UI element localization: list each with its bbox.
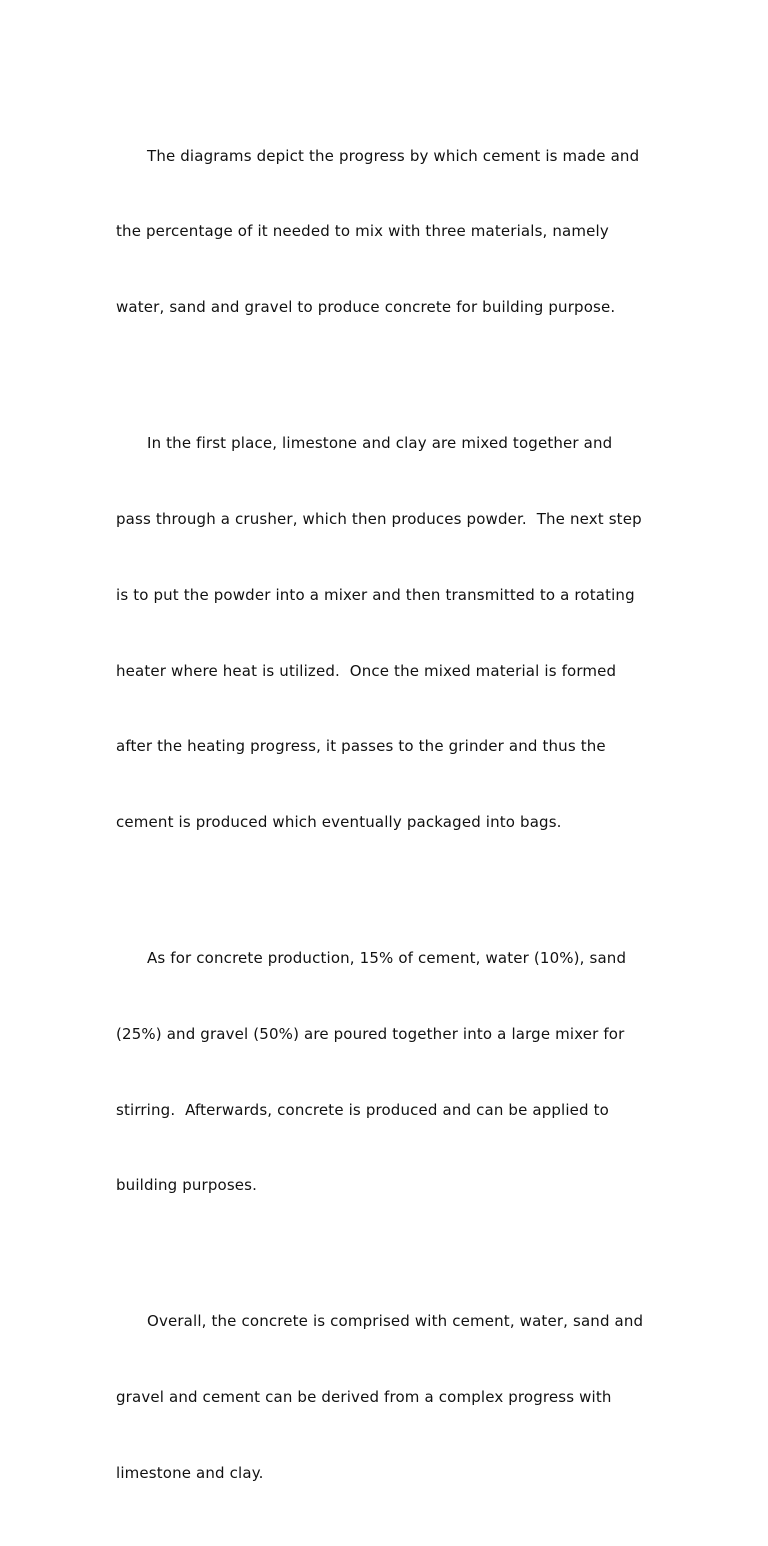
paragraph-line: water, sand and gravel to produce concrete for building purpose. <box>116 298 616 317</box>
paragraph-line: Overall, the concrete is comprised with cement, water, sand and <box>147 1311 644 1330</box>
paragraph-line: gravel and cement can be derived from a complex progress with <box>116 1387 612 1406</box>
paragraph-line: heater where heat is utilized. Once the mixed material is formed <box>116 661 617 680</box>
paragraph-line: is to put the powder into a mixer and then transmitted to a rotating <box>116 585 635 604</box>
paragraph-4 <box>116 1258 656 1536</box>
paragraph-3 <box>116 895 656 1249</box>
paragraph-1 <box>116 93 656 371</box>
paragraph-line: The diagrams depict the progress by which cement is made and <box>147 146 640 165</box>
paragraph-line: (25%) and gravel (50%) are poured together into a large mixer for <box>116 1024 625 1043</box>
paragraph-line: pass through a crusher, which then produces powder. The next step <box>116 509 642 528</box>
document-body <box>116 93 656 1546</box>
paragraph-line: limestone and clay. <box>116 1463 264 1482</box>
paragraph-2 <box>116 380 656 886</box>
paragraph-line: stirring. Afterwards, concrete is produced and can be applied to <box>116 1100 610 1119</box>
paragraph-line: building purposes. <box>116 1176 258 1195</box>
paragraph-line: In the first place, limestone and clay are mixed together and <box>147 433 613 452</box>
paragraph-line: the percentage of it needed to mix with three materials, namely <box>116 222 609 241</box>
paragraph-line: cement is produced which eventually packaged into bags. <box>116 813 562 832</box>
paragraph-line: after the heating progress, it passes to the grinder and thus the <box>116 737 606 756</box>
paragraph-line: As for concrete production, 15% of cement, water (10%), sand <box>147 948 627 967</box>
